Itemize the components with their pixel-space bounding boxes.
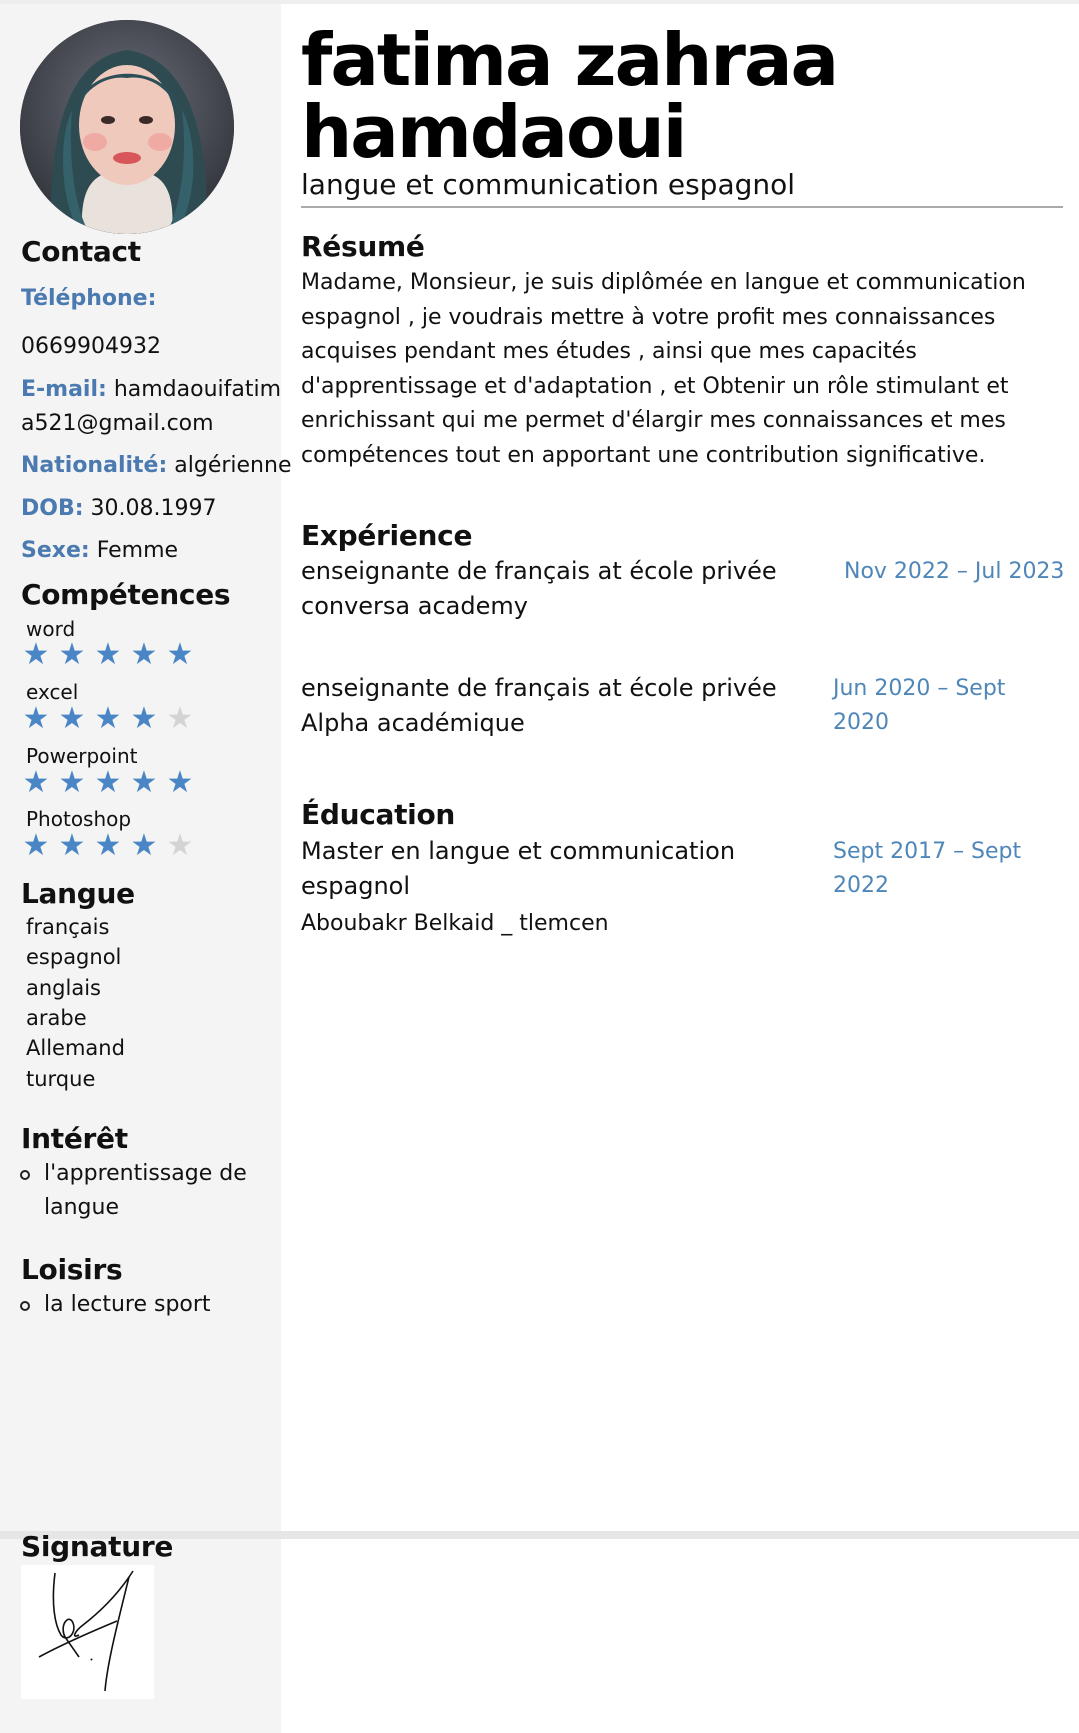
language-item: turque (26, 1067, 96, 1091)
experience-date: Nov 2022 – Jul 2023 (844, 559, 1065, 584)
name-line1: fatima zahraa (301, 18, 838, 102)
skill-name: Photoshop (26, 807, 132, 831)
experience-company: conversa academy (301, 592, 528, 620)
full-name (301, 18, 838, 174)
phone-label-line (21, 286, 156, 311)
star-icon: ★ (94, 701, 122, 736)
interests-heading: Intérêt (21, 1122, 128, 1155)
profile-photo (20, 20, 234, 234)
skill-rating (21, 828, 195, 863)
dob-label: DOB: (21, 496, 84, 521)
skill-name: excel (26, 680, 79, 704)
summary-heading: Résumé (301, 230, 425, 263)
star-icon: ★ (130, 765, 158, 800)
experience-title: enseignante de français at école privée (301, 557, 777, 585)
email-label: E-mail: (21, 377, 107, 402)
sex-line (21, 538, 178, 563)
contact-heading: Contact (21, 235, 141, 268)
star-icon: ★ (166, 701, 194, 736)
star-icon: ★ (58, 828, 86, 863)
language-item: anglais (26, 976, 101, 1000)
star-icon: ★ (166, 765, 194, 800)
skill-rating (21, 637, 195, 672)
language-item: espagnol (26, 945, 122, 969)
signature-image (21, 1565, 154, 1699)
hobby-item: la lecture sport (44, 1292, 211, 1317)
skill-rating (21, 701, 195, 736)
email-value-part1[interactable]: hamdaouifatim (113, 377, 282, 402)
interest-item-line1: l'apprentissage de (44, 1161, 247, 1186)
dob-line (21, 496, 217, 521)
header-divider (301, 206, 1063, 208)
experience-company: Alpha académique (301, 709, 525, 737)
nationality-label: Nationalité: (21, 453, 168, 478)
star-icon: ★ (22, 701, 50, 736)
experience-title: enseignante de français at école privée (301, 674, 777, 702)
star-icon: ★ (130, 701, 158, 736)
star-icon: ★ (58, 701, 86, 736)
skill-rating (21, 765, 195, 800)
star-icon: ★ (58, 765, 86, 800)
language-item: français (26, 915, 110, 939)
email-value-part2[interactable]: a521@gmail.com (21, 411, 214, 436)
star-icon: ★ (94, 765, 122, 800)
education-date-line1: Sept 2017 – Sept (833, 839, 1022, 864)
email-line (21, 377, 281, 402)
star-icon: ★ (130, 828, 158, 863)
star-icon: ★ (94, 637, 122, 672)
language-item: arabe (26, 1006, 87, 1030)
education-degree: Master en langue et communication (301, 837, 736, 865)
dob-value: 30.08.1997 (90, 496, 217, 521)
languages-heading: Langue (21, 877, 135, 910)
star-icon: ★ (166, 828, 194, 863)
hobbies-heading: Loisirs (21, 1253, 123, 1286)
signature-heading: Signature (21, 1530, 174, 1563)
sex-label: Sexe: (21, 538, 90, 563)
star-icon: ★ (22, 828, 50, 863)
skills-heading: Compétences (21, 578, 231, 611)
phone-value: 0669904932 (21, 334, 161, 359)
interest-item-line2: langue (44, 1195, 119, 1220)
phone-label: Téléphone: (21, 286, 157, 311)
bullet-icon (20, 1170, 30, 1180)
experience-date-line2: 2020 (833, 710, 889, 735)
star-icon: ★ (58, 637, 86, 672)
star-icon: ★ (94, 828, 122, 863)
star-icon: ★ (22, 637, 50, 672)
star-icon: ★ (130, 637, 158, 672)
nationality-line (21, 453, 291, 478)
star-icon: ★ (166, 637, 194, 672)
experience-date-line1: Jun 2020 – Sept (833, 676, 1006, 701)
star-icon: ★ (22, 765, 50, 800)
job-title: langue et communication espagnol (301, 168, 796, 201)
education-date-line2: 2022 (833, 873, 889, 898)
language-item: Allemand (26, 1036, 125, 1060)
nationality-value: algérienne (174, 453, 292, 478)
education-school: Aboubakr Belkaid _ tlemcen (301, 911, 609, 936)
name-line2: hamdaoui (301, 90, 686, 174)
sex-value: Femme (96, 538, 179, 563)
bullet-icon (20, 1301, 30, 1311)
experience-heading: Expérience (301, 519, 473, 552)
skill-name: Powerpoint (26, 744, 138, 768)
skill-name: word (26, 617, 76, 641)
summary-text: Madame, Monsieur, je suis diplômée en langue et communication espagnol , je voudrais mettre à votre profit mes connaissances acquises pendant mes études , ainsi que mes capacités d'apprentissage et d'adaptation , et Obtenir un rôle stimulant et enrichissant qui me permet d'élargir mes connaissances et mes compétences tout en apportant une contribution significative. (301, 270, 1026, 468)
education-heading: Éducation (301, 798, 456, 831)
education-degree-line2: espagnol (301, 872, 411, 900)
